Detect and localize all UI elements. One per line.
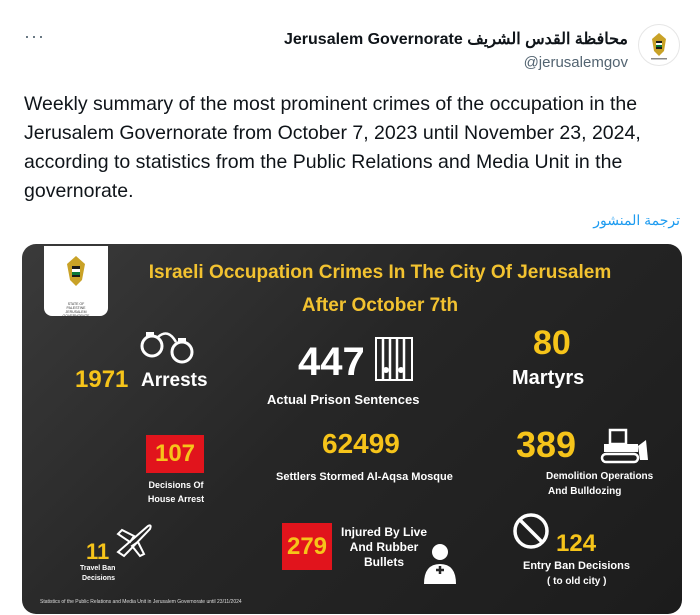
medic-icon — [420, 540, 460, 586]
infographic-footer: Statistics of the Public Relations and Media Unit in Jerusalem Governorate until 23/11/2024 — [40, 599, 242, 605]
prison-sentences-label: Actual Prison Sentences — [267, 392, 420, 407]
demolition-label-1: Demolition Operations — [546, 471, 654, 482]
tweet-text: Weekly summary of the most prominent crimes of the occupation in the Jerusalem Governorate from October 7, 2023 until November 23, 2024, according to statistics from the Public Relations and Media Unit in the governorate. — [24, 93, 641, 202]
display-name[interactable]: Jerusalem Governorate محافظة القدس الشريف — [284, 31, 628, 48]
bulldozer-icon — [594, 426, 650, 464]
demolition-label-2: And Bulldozing — [548, 486, 622, 497]
prison-sentences-number: 447 — [298, 340, 365, 384]
martyrs-number: 80 — [533, 324, 571, 362]
house-arrest-label-2: House Arrest — [147, 494, 205, 504]
injured-number: 279 — [282, 523, 332, 570]
governorate-logo — [44, 246, 108, 316]
entry-ban-number: 124 — [556, 530, 597, 557]
avatar[interactable] — [638, 24, 680, 66]
settlers-label: Settlers Stormed Al-Aqsa Mosque — [276, 471, 453, 483]
house-arrest-number: 107 — [146, 435, 204, 473]
arrests-label: Arrests — [141, 370, 208, 391]
house-arrest-label-1: Decisions Of — [148, 480, 204, 490]
injured-label-1: Injured By Live — [340, 525, 428, 539]
entry-ban-label-1: Entry Ban Decisions — [523, 560, 630, 572]
martyrs-label: Martyrs — [512, 367, 585, 389]
handcuffs-icon — [138, 324, 198, 368]
entry-ban-label-2: ( to old city ) — [547, 576, 607, 587]
settlers-number: 62499 — [322, 428, 400, 459]
logo-text: STATE OF PALESTINE JERUSALEM GOVERNORATE — [62, 302, 90, 318]
infographic-title: Israeli Occupation Crimes In The City Of Jerusalem — [148, 262, 612, 283]
translate-post-link[interactable]: ترجمة المنشور — [593, 212, 680, 228]
injured-label-3: Bullets — [363, 555, 404, 569]
injured-label-2: And Rubber — [349, 540, 419, 554]
arrests-number: 1971 — [75, 366, 129, 393]
user-handle[interactable]: @jerusalemgov — [523, 54, 628, 71]
prison-bars-icon — [374, 336, 414, 382]
travel-ban-label-1: Travel Ban — [80, 565, 116, 572]
infographic-subtitle: After October 7th — [301, 295, 459, 316]
travel-ban-number: 11 — [86, 539, 110, 564]
travel-ban-label-2: Decisions — [82, 575, 116, 582]
ban-icon — [512, 512, 550, 550]
demolition-number: 389 — [516, 424, 577, 465]
more-options-icon[interactable]: ··· — [24, 26, 45, 46]
avatar-emblem-icon — [639, 25, 679, 65]
logo-emblem-icon — [44, 246, 108, 302]
airplane-icon — [114, 520, 154, 558]
